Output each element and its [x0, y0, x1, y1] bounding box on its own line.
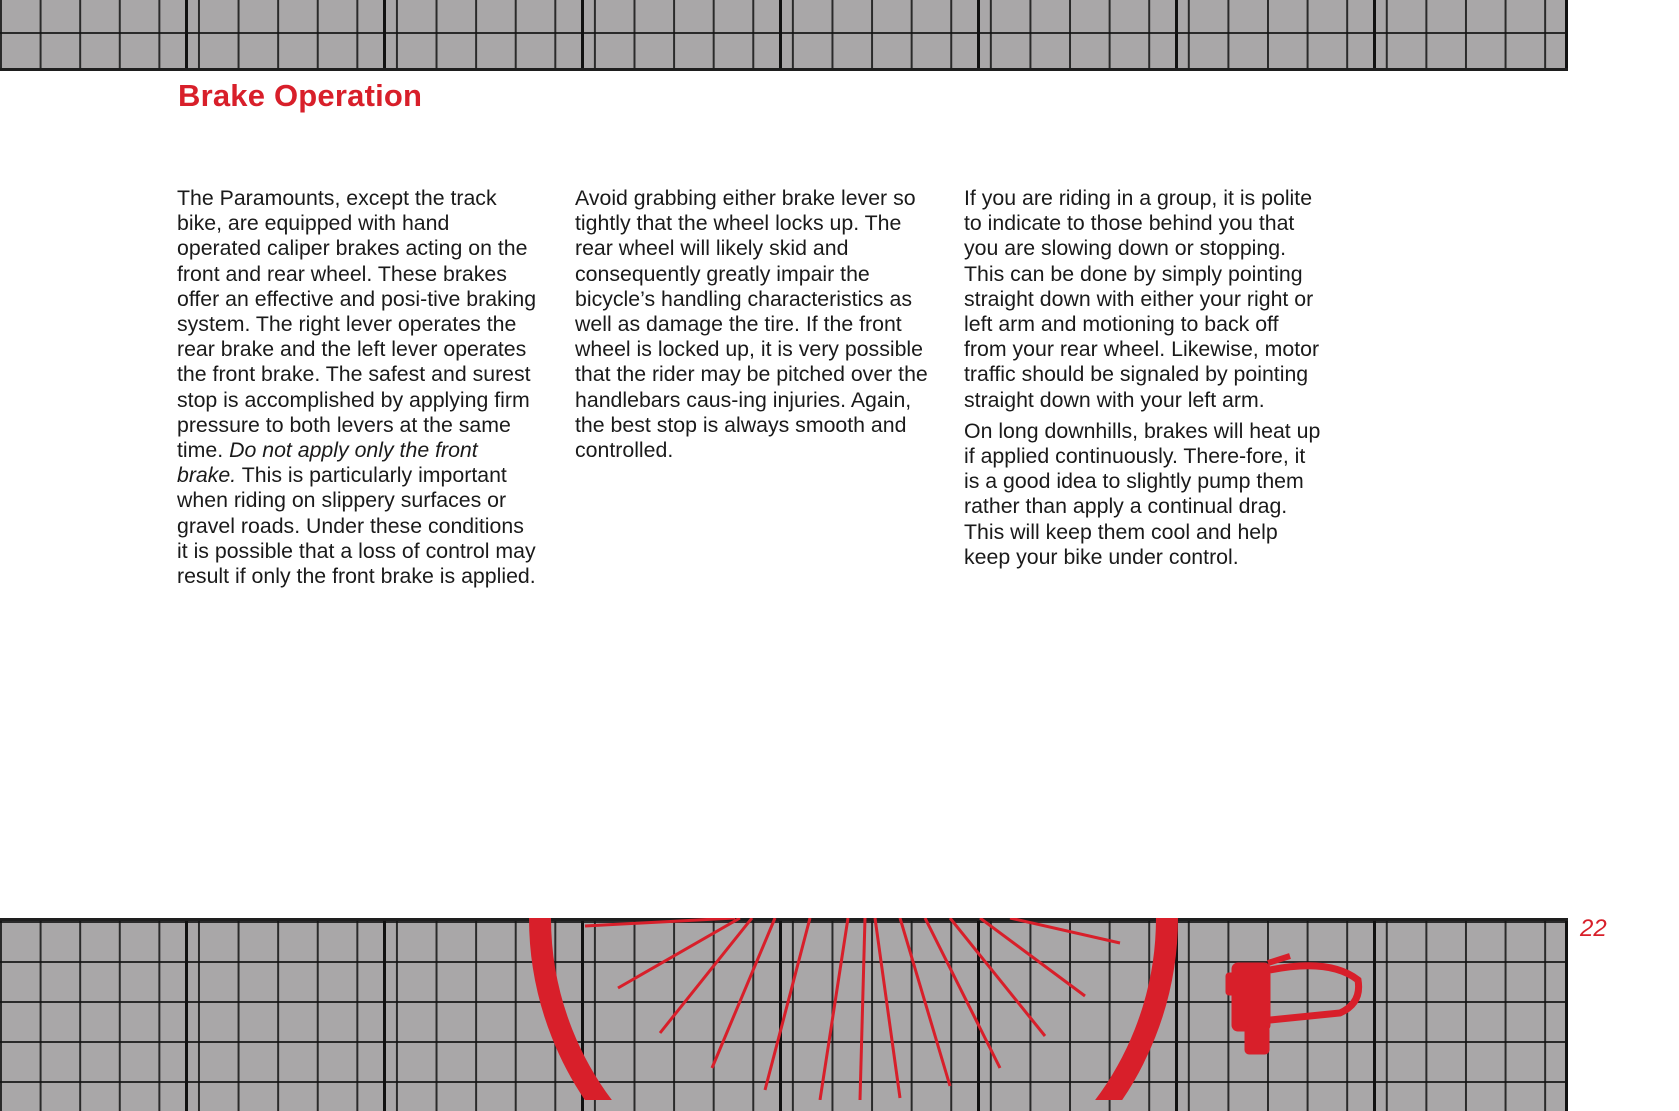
page-number: 22: [1580, 915, 1607, 942]
emphasis-text: Do not apply only the front brake.: [177, 438, 478, 488]
grid-major-line: [581, 0, 584, 68]
body-paragraph: [177, 186, 537, 589]
text-column-3: [964, 186, 1324, 576]
bicycle-wheel-illustration: [0, 918, 1568, 1100]
text-column-1: [177, 186, 537, 595]
text-column-2: [575, 186, 935, 469]
grid-major-line: [185, 0, 188, 68]
top-grid-band: [0, 0, 1568, 71]
body-paragraph: On long downhills, brakes will heat up if applied continuously. There-fore, it is a good idea to slightly pump them rather than apply a continual drag. This will keep them cool and help keep your bike under control.: [964, 418, 1321, 569]
wheel: [540, 918, 1167, 1100]
grid-major-line: [383, 0, 386, 68]
grid-major-line: [1175, 0, 1178, 68]
page-title: Brake Operation: [178, 78, 423, 113]
wheel-rim: [540, 918, 1167, 1100]
grid-major-line: [1373, 0, 1376, 68]
grid-major-line: [1565, 0, 1568, 68]
grid-major-line: [779, 0, 782, 68]
body-paragraph: If you are riding in a group, it is polite to indicate to those behind you that you are slowing down or stopping. This can be done by simply pointing straight down with either your right or left arm and motioning to back off from your rear wheel. Likewise, motor traffic should be signaled by pointing straight down with your left arm.: [964, 186, 1320, 412]
paragraph-text: The Paramounts, except the track bike, are equipped with hand operated caliper brakes acting on the front and rear wheel. These brakes offer an effective and posi-tive braking system. The right lever operates the rear brake and the left lever operates the front brake. The safest and surest stop is accomplished by applying firm pressure to both levers at the same time.: [177, 186, 537, 463]
pedal-icon: [1226, 956, 1359, 1054]
paragraph-text: This is particularly important when riding on slippery surfaces or gravel roads. Under these conditions it is possible that a loss of control may result if only the front brake is applied.: [177, 463, 536, 589]
body-paragraph: Avoid grabbing either brake lever so tightly that the wheel locks up. The rear wheel will likely skid and consequently greatly impair the bicycle’s handling characteristics as well as damage the tire. If the front wheel is locked up, it is very possible that the rider may be pitched over the handlebars caus-ing injuries. Again, the best stop is always smooth and controlled.: [575, 186, 928, 463]
grid-major-line: [977, 0, 980, 68]
